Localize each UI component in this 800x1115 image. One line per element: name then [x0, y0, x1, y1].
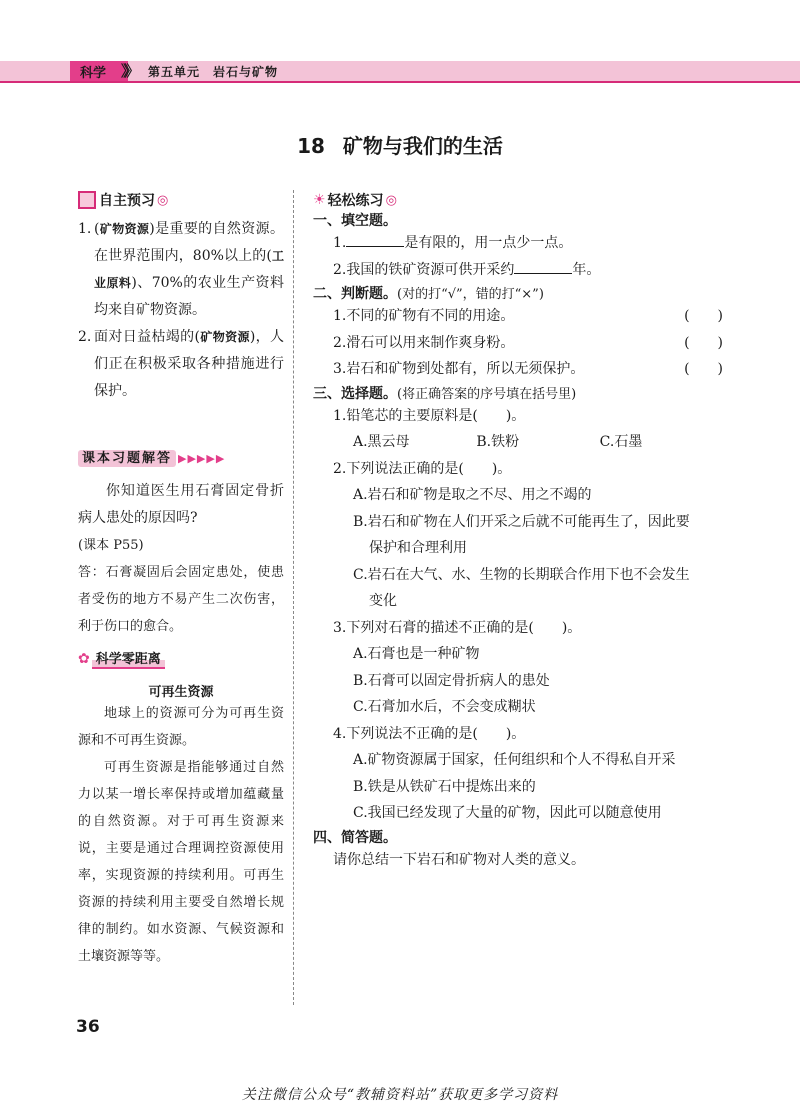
- swirl-icon: ◎: [385, 192, 397, 208]
- header-rule: [0, 81, 800, 83]
- textbook-answer: 答：石膏凝固后会固定患处，使患者受伤的地方不易产生二次伤害，利于伤口的愈合。: [78, 565, 284, 634]
- option-c: C.石膏加水后，不会变成糊状: [353, 699, 536, 715]
- option-b: B.岩石和矿物在人们开采之后就不可能再生了，因此要: [353, 513, 690, 530]
- page-number: 36: [76, 1017, 100, 1037]
- option-b: B.铁粉: [476, 434, 520, 450]
- lesson-number: 18: [297, 134, 325, 158]
- unit-title: 第五单元 岩石与矿物: [148, 65, 279, 79]
- option-c: C.我国已经发现了大量的矿物，因此可以随意使用: [353, 805, 662, 821]
- judge-item-3: 3.岩石和矿物到处都有，所以无须保护。 (): [313, 356, 723, 383]
- choice-q4-stem: 4.下列说法不正确的是( )。: [333, 725, 526, 742]
- arrow-triangles-icon: ▶▶▶▶▶: [178, 452, 226, 465]
- preview-question-1: 1. (矿物资源)是重要的自然资源。在世界范围内，80%以上的(工业原料)、70%的农业生产资料均来自矿物资源。: [78, 221, 284, 318]
- answer-term: 矿物资源: [99, 222, 150, 236]
- option-c-continued: 变化: [369, 593, 397, 609]
- judge-item-1: 1.不同的矿物有不同的用途。 (): [313, 303, 723, 330]
- science-paragraph-2: 可再生资源是指能够通过自然力以某一增长率保持或增加蕴藏量的自然资源。对于可再生资源来说，主要是通过合理调控资源使用率，实现资源的持续利用。可再生资源的持续利用主要受自然增长规律的制约。如水资源、气候资源和土壤资源等等。: [78, 760, 284, 964]
- practice-heading: ☀ 轻松练习 ◎: [313, 192, 397, 209]
- judge-title: 二、判断题。(对的打“√”，错的打“×”): [313, 286, 544, 302]
- sun-icon: ☀: [313, 192, 326, 208]
- column-divider: [293, 190, 294, 1005]
- textbook-reference: (课本 P55): [78, 538, 144, 553]
- option-a: A.岩石和矿物是取之不尽、用之不竭的: [353, 487, 592, 503]
- science-heading: ✿ 科学零距离: [78, 646, 284, 673]
- flower-icon: ✿: [78, 651, 90, 667]
- option-c: C.石墨: [599, 434, 643, 450]
- fill-blank-item-2: 2.我国的铁矿资源可供开采约 年。: [313, 257, 723, 284]
- short-answer-title: 四、简答题。: [313, 829, 397, 846]
- footer-note: 关注微信公众号“教辅资料站”获取更多学习资料: [241, 1087, 559, 1103]
- preview-heading: 自主预习 ◎: [78, 190, 284, 210]
- answer-paren[interactable]: (): [684, 361, 751, 377]
- answer-paren[interactable]: (): [684, 334, 751, 351]
- option-b: B.铁是从铁矿石中提炼出来的: [353, 778, 536, 795]
- option-a: A.矿物资源属于国家，任何组织和个人不得私自开采: [353, 752, 676, 768]
- answer-term: 工业原料: [94, 249, 284, 290]
- textbook-heading: 课本习题解答 ▶▶▶▶▶: [78, 445, 284, 472]
- science-subtitle: 可再生资源: [148, 685, 214, 700]
- option-c: C.岩石在大气、水、生物的长期联合作用下也不会发生: [353, 566, 690, 583]
- option-b-continued: 保护和合理利用: [369, 540, 467, 556]
- choice-title: 三、选择题。(将正确答案的序号填在括号里): [313, 385, 577, 402]
- fill-blank-title: 一、填空题。: [313, 213, 397, 229]
- practice-section: [313, 190, 751, 873]
- science-section: [78, 646, 284, 970]
- answer-term: 矿物资源: [200, 330, 250, 344]
- lesson-name: 矿物与我们的生活: [342, 134, 503, 158]
- option-a: A.石膏也是一种矿物: [353, 646, 480, 662]
- textbook-section: [78, 445, 284, 640]
- lesson-title: [0, 130, 800, 159]
- choice-q1-stem: 1.铅笔芯的主要原料是( )。: [333, 407, 526, 424]
- square-badge-icon: [78, 191, 96, 209]
- science-paragraph-1: 地球上的资源可分为可再生资源和不可再生资源。: [78, 706, 284, 748]
- answer-paren[interactable]: (): [684, 308, 751, 324]
- option-a: A.黑云母: [353, 434, 410, 450]
- choice-q3-stem: 3.下列对石膏的描述不正确的是( )。: [333, 619, 582, 636]
- choice-q2-stem: 2.下列说法正确的是( )。: [333, 460, 512, 477]
- double-chevron-icon: 》》: [121, 62, 136, 80]
- answer-blank[interactable]: [346, 232, 404, 247]
- option-b: B.石膏可以固定骨折病人的患处: [353, 672, 550, 689]
- textbook-question: 你知道医生用石膏固定骨折病人患处的原因吗?: [78, 483, 284, 526]
- choice-q1-options: [313, 429, 723, 456]
- preview-section: [78, 190, 284, 405]
- subject-label: 科学: [80, 66, 107, 81]
- answer-blank[interactable]: [514, 259, 572, 274]
- preview-question-2: 2. 面对日益枯竭的(矿物资源)，人们正在积极采取各种措施进行保护。: [78, 329, 284, 399]
- swirl-icon: ◎: [157, 192, 169, 208]
- fill-blank-item-1: 1. 是有限的，用一点少一点。: [313, 230, 723, 257]
- short-answer-question: 请你总结一下岩石和矿物对人类的意义。: [333, 851, 585, 868]
- judge-item-2: 2.滑石可以用来制作爽身粉。 (): [313, 330, 723, 357]
